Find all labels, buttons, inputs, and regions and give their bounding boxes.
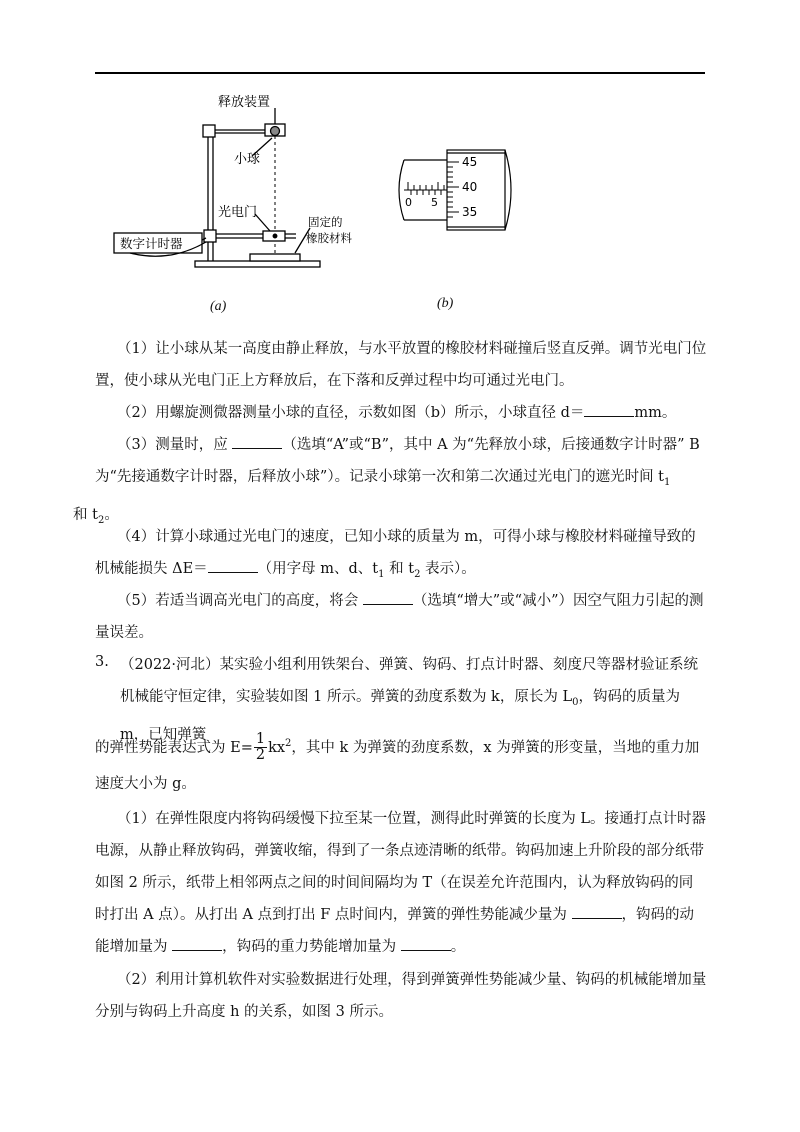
answer-blank — [584, 402, 634, 417]
figure-a-caption: (a) — [210, 299, 227, 314]
q3-part1-text-2: ，钩码的动能增加量为 — [95, 907, 695, 955]
q2-part2-unit: mm。 — [634, 405, 677, 421]
q3-number: 3. — [95, 654, 109, 670]
q2-part5 — [95, 585, 707, 649]
label-digital-timer: 数字计时器 — [120, 236, 183, 251]
fraction-one-half — [254, 732, 267, 763]
thimble-label-45: 45 — [462, 155, 478, 169]
figure-a-apparatus — [100, 88, 352, 278]
q3-formula-rest: ，其中 k 为弹簧的劲度系数，x 为弹簧的形变量，当地的重力加速度大小为 g。 — [95, 739, 700, 792]
label-ball: 小球 — [234, 152, 261, 167]
thimble-label-40: 40 — [462, 180, 478, 194]
answer-blank — [401, 936, 451, 951]
q2-part5-lead: （5）若适当调高光电门的高度，将会 — [117, 593, 363, 609]
label-photogate: 光电门 — [218, 205, 258, 220]
subscript-1: 1 — [378, 568, 385, 580]
q2-part4-and: 和 t — [384, 561, 415, 577]
q3-part2: （2）利用计算机软件对实验数据进行处理，得到弹簧弹性势能减少量、钩码的机械能增加量分别与钩码上升高度 h 的关系，如图 3 所示。 — [95, 972, 707, 1020]
q3-part1-text-3: ，钩码的重力势能增加量为 — [222, 939, 401, 955]
q2-part2-text: （2）用螺旋测微器测量小球的直径，示数如图（b）所示，小球直径 d＝ — [117, 405, 585, 421]
answer-blank — [572, 904, 622, 919]
q2-part3-and: 和 t — [73, 506, 98, 523]
q2-part5-body: （选填“增大”或“减小”）因空气阻力引起的测量误差。 — [95, 593, 704, 641]
figure-b-micrometer — [392, 140, 522, 240]
thimble-label-35: 35 — [462, 205, 478, 219]
subscript-2: 2 — [97, 514, 105, 526]
q3-part1 — [95, 803, 707, 963]
sleeve-label-0: 0 — [405, 196, 412, 209]
q3-part1-text: （1）在弹性限度内将钩码缓慢下拉至某一位置，测得此时弹簧的长度为 L。接通打点计时器电源，从静止释放钩码，弹簧收缩，得到了一条点迹清晰的纸带。钩码加速上升阶段的部分纸带如图 2 所示，纸带上相邻两点之间的时间间隔均为 T（在误差允许范围内，认为释放钩码的同时打出 A 点）。从打出 A 点到打出 F 点时间内，弹簧的弹性势能减少量为 — [95, 811, 706, 923]
label-release-device: 释放装置 — [218, 95, 271, 110]
superscript-2: 2 — [285, 738, 292, 749]
header-rule — [95, 72, 705, 74]
subscript-1: 1 — [664, 476, 671, 488]
answer-blank — [232, 434, 282, 449]
subscript-0: 0 — [572, 696, 579, 708]
answer-blank — [363, 590, 413, 605]
q2-part4 — [95, 521, 707, 591]
q3-formula-kx: kx — [268, 739, 286, 756]
fraction-denominator: 2 — [255, 747, 266, 764]
q2-part4-end: 表示）。 — [420, 561, 476, 577]
subscript-2: 2 — [414, 568, 421, 580]
answer-blank — [208, 558, 258, 573]
q2-part4-text: （4）计算小球通过光电门的速度，已知小球的质量为 m，可得小球与橡胶材料碰撞导致的机械能损失 ΔE＝ — [95, 529, 696, 577]
q2-part3-body: （选填“A”或“B”，其中 A 为“先释放小球，后接通数字计时器” B 为“先接通数字计时器，后释放小球”）。记录小球第一次和第二次通过光电门的遮光时间 t — [95, 437, 700, 485]
q2-part3-end: 。 — [104, 506, 119, 523]
sleeve-label-5: 5 — [431, 196, 438, 209]
q2-part4-hint: （用字母 m、d、t — [257, 561, 379, 577]
label-rubber-2: 橡胶材料 — [306, 231, 352, 245]
q3-part1-end: 。 — [450, 939, 466, 955]
figure-b-caption: (b) — [437, 296, 454, 311]
label-rubber-1: 固定的 — [308, 215, 343, 229]
fraction-numerator: 1 — [255, 731, 266, 748]
q3-formula-line — [95, 726, 707, 802]
q3-formula-lead: 的弹性势能表达式为 E= — [95, 739, 253, 756]
q3-intro-text: （2022·河北）某实验小组利用铁架台、弹簧、钩码、打点计时器、刻度尺等器材验证系统机械能守恒定律，实验装如图 1 所示。弹簧的劲度系数为 k，原长为 L — [120, 657, 699, 705]
q3-intro-text-2: ，钩码的质量为 m，已知弹簧 — [120, 689, 680, 743]
q2-part2 — [95, 397, 707, 429]
q2-part3-lead: （3）测量时，应 — [117, 437, 233, 453]
q2-part1: （1）让小球从某一高度由静止释放，与水平放置的橡胶材料碰撞后竖直反弹。调节光电门位置，使小球从光电门正上方释放后，在下落和反弹过程中均可通过光电门。 — [95, 341, 707, 389]
answer-blank — [172, 936, 222, 951]
